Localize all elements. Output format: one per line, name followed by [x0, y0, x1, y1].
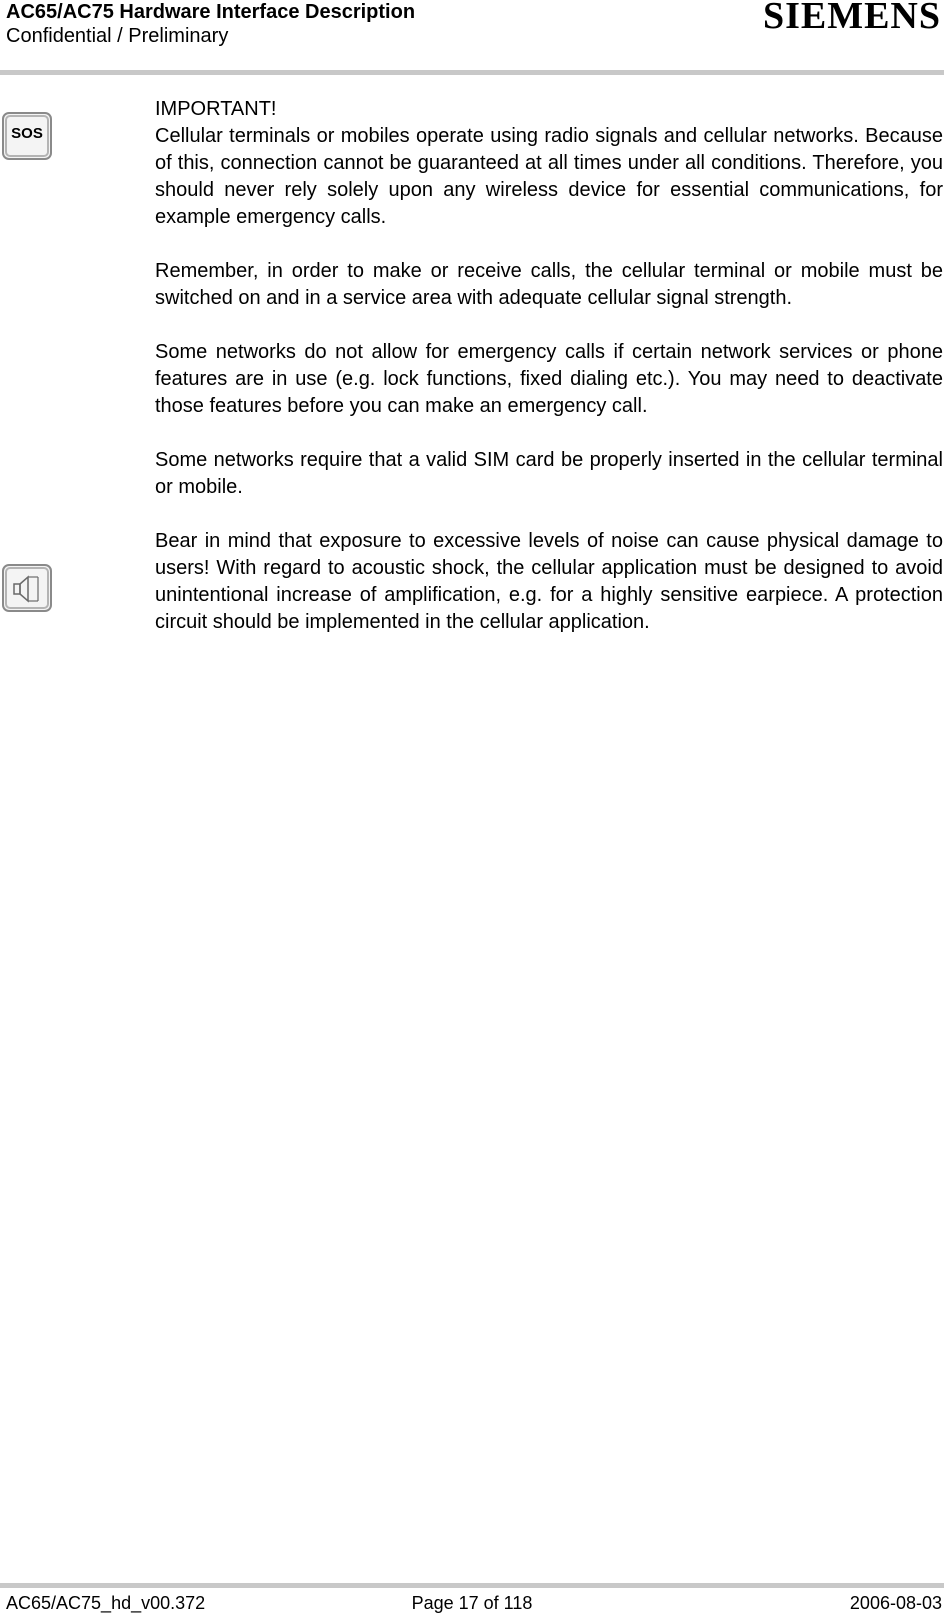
paragraph-cellular-networks: Cellular terminals or mobiles operate using radio signals and cellular networks. Because of this, connection cannot be guaranteed at all times under all conditions. Therefore, you should never rely solely upon any wireless device for essential communications, for example emergency calls. — [155, 125, 943, 228]
paragraph-network-features: Some networks do not allow for emergency calls if certain network services or phone features are in use (e.g. lock functions, fixed dialing etc.). You may need to deactivate those features before you can make an emergency call. — [155, 341, 943, 417]
document-title: AC65/AC75 Hardware Interface Description — [6, 1, 416, 23]
siemens-logo: SIEMENS — [762, 0, 941, 37]
important-heading: IMPORTANT! — [155, 98, 277, 120]
paragraph-acoustic-shock: Bear in mind that exposure to excessive levels of noise can cause physical damage to users! With regard to acoustic shock, the cellular application must be designed to avoid unintentional increase of amplification, e.g. for a highly sensitive earpiece. A protection circuit should be implemented in the cellular application. — [155, 530, 943, 633]
paragraph-sim-card: Some networks require that a valid SIM card be properly inserted in the cellular terminal or mobile. — [155, 449, 943, 498]
header-divider — [0, 70, 944, 75]
footer-page-number: Page 17 of 118 — [411, 1593, 533, 1613]
document-body — [155, 96, 943, 663]
paragraph-signal-strength: Remember, in order to make or receive calls, the cellular terminal or mobile must be switched on and in a service area with adequate cellular signal strength. — [155, 260, 943, 309]
loudspeaker-icon — [2, 564, 52, 612]
footer-date: 2006-08-03 — [849, 1593, 942, 1613]
footer-doc-id: AC65/AC75_hd_v00.372 — [6, 1593, 206, 1613]
sos-icon — [2, 112, 52, 160]
document-subtitle: Confidential / Preliminary — [6, 25, 229, 47]
sos-icon-label: SOS — [11, 125, 43, 142]
footer-divider — [0, 1583, 944, 1588]
